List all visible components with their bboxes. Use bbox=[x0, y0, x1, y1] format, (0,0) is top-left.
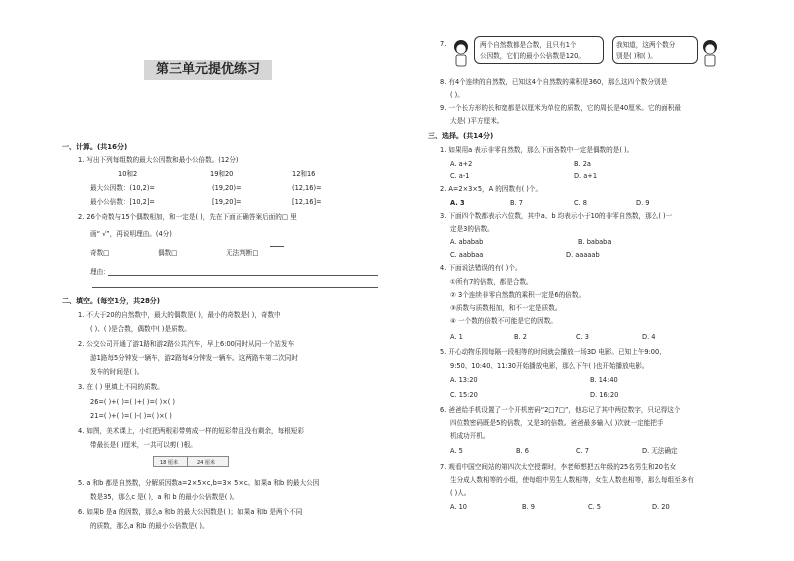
q1-2-text-a: 2. 26个奇数与15个偶数相加，和一定是( )，先在下面正确答案后面的□ 里 bbox=[78, 213, 297, 221]
c4-statement-4: ④ 一个数的倍数不可能是它的因数。 bbox=[450, 317, 557, 325]
c2-text: 2. A=2×3×5，A 的因数有( )个。 bbox=[440, 185, 543, 193]
gcd-3: (12,16)= bbox=[292, 184, 322, 192]
c1-opt-b[interactable]: B. 2a bbox=[574, 160, 591, 168]
section-3-heading: 三、选择。(共14分) bbox=[428, 132, 494, 140]
c6-opt-a[interactable]: A. 5 bbox=[450, 447, 463, 455]
c5-opt-b[interactable]: B. 14:40 bbox=[590, 376, 618, 384]
q2-1-text-a: 1. 不大于20的自然数中，最大的偶数是( )，最小的奇数是( )，奇数中 bbox=[78, 311, 281, 319]
q1-1-text: 1. 写出下列每组数的最大公因数和最小公倍数。(12分) bbox=[78, 156, 239, 164]
c5-text-b: 9:50、10:40、11:30开始播放电影，那么下午( )也开始播放电影。 bbox=[450, 362, 649, 370]
c3-opt-b[interactable]: B. bababa bbox=[578, 238, 612, 246]
c7-opt-b[interactable]: B. 9 bbox=[522, 503, 535, 511]
q2-3-row-1: 26=( )+( )=( )+( )=( )×( ) bbox=[90, 398, 175, 406]
option-undetermined[interactable]: 无法判断□ bbox=[226, 249, 259, 257]
q2-2-text-c: 发车的时间是( )。 bbox=[90, 368, 144, 376]
bubble-right-line-2: 别是( )和( )。 bbox=[616, 52, 657, 60]
c4-opt-b[interactable]: B. 2 bbox=[514, 333, 527, 341]
reason-line-1[interactable] bbox=[108, 275, 378, 276]
c6-text-c: 机成功开机。 bbox=[450, 432, 490, 440]
c3-text-b: 定是3的倍数。 bbox=[450, 225, 494, 233]
option-even[interactable]: 偶数□ bbox=[158, 249, 178, 257]
lcm-1: 最小公倍数：[10,2]= bbox=[90, 198, 155, 206]
c5-opt-c[interactable]: C. 15:20 bbox=[450, 391, 478, 399]
c6-opt-c[interactable]: C. 7 bbox=[576, 447, 589, 455]
c3-text-a: 3. 下面四个数都表示六位数，其中a、b 均表示小于10的非零自然数，那么( )一 bbox=[440, 212, 673, 220]
c6-text-a: 6. 爸爸给手机设置了一个开机密码“2□7□”，他忘记了其中两位数字，只记得这个 bbox=[440, 406, 681, 414]
c4-opt-d[interactable]: D. 4 bbox=[642, 333, 656, 341]
q2-3-row-2: 21=( )+( )=( )-( )=( )×( ) bbox=[90, 412, 172, 420]
c4-opt-c[interactable]: C. 3 bbox=[576, 333, 589, 341]
c4-text: 4. 下面说法错误的有( )个。 bbox=[440, 264, 522, 272]
q2-6-text-a: 6. 如果b 是a 的因数，那么a 和b 的最大公因数是( )；如果a 和b 是两个不同 bbox=[78, 508, 303, 516]
c3-opt-a[interactable]: A. ababab bbox=[450, 238, 484, 246]
bubble-left-line-2: 公因数，它们的最小公倍数是120。 bbox=[480, 52, 585, 60]
pair-2: 19和20 bbox=[210, 170, 234, 178]
c1-opt-d[interactable]: D. a+1 bbox=[574, 172, 598, 180]
c5-opt-a[interactable]: A. 13:20 bbox=[450, 376, 478, 384]
q2-3-text: 3. 在 ( ) 里填上不同的质数。 bbox=[78, 383, 164, 391]
lcm-3: [12,16]= bbox=[292, 198, 322, 206]
q8-text-b: ( )。 bbox=[450, 91, 464, 99]
bubble-right-line-1: 我知道，这两个数分 bbox=[616, 41, 676, 49]
q2-4-text-b: 带最长是( )厘米，一共可以剪( )根。 bbox=[90, 441, 197, 449]
c6-text-b: 四位数密码既是5的倍数，又是3的倍数。爸爸最多输入( )次就一定能把手 bbox=[450, 419, 664, 427]
bubble-left-line-1: 两个自然数都是合数，且只有1个 bbox=[480, 41, 577, 49]
gcd-2: (19,20)= bbox=[212, 184, 242, 192]
reason-line-2[interactable] bbox=[92, 287, 378, 288]
c1-opt-c[interactable]: C. a-1 bbox=[450, 172, 470, 180]
c3-opt-c[interactable]: C. aabbaa bbox=[450, 251, 484, 259]
q1-2-text-b: 画“ √”，再说明理由。(4分) bbox=[90, 230, 172, 238]
section-1-heading: 一、计算。(共16分) bbox=[62, 143, 128, 151]
q7-number: 7. bbox=[440, 40, 447, 48]
q2-5-text-b: 数是35，那么c 是( )，a 和 b 的最小公倍数是( )。 bbox=[90, 493, 239, 501]
pair-1: 10和2 bbox=[118, 170, 138, 178]
reason-label: 理由： bbox=[90, 268, 110, 276]
c5-opt-d[interactable]: D. 16:20 bbox=[590, 391, 619, 399]
c6-opt-b[interactable]: B. 6 bbox=[516, 447, 529, 455]
c4-statement-1: ①所有7的倍数，都是合数。 bbox=[450, 278, 533, 286]
c2-opt-b[interactable]: B. 7 bbox=[510, 199, 523, 207]
gcd-1: 最大公因数：(10,2)= bbox=[90, 184, 155, 192]
section-2-heading: 二、填空。(每空1分，共28分) bbox=[62, 297, 161, 305]
c2-opt-c[interactable]: C. 8 bbox=[574, 199, 587, 207]
ribbon-18-label: 18 厘米 bbox=[160, 460, 178, 466]
q2-1-text-b: ( )、( )是合数，偶数中( )是质数。 bbox=[90, 325, 191, 333]
c7-opt-d[interactable]: D. 20 bbox=[652, 503, 670, 511]
c2-opt-a[interactable]: A. 3 bbox=[450, 199, 465, 207]
c2-opt-d[interactable]: D. 9 bbox=[636, 199, 650, 207]
c4-opt-a[interactable]: A. 1 bbox=[450, 333, 463, 341]
girl-right-icon bbox=[700, 38, 720, 68]
page-title: 第三单元提优练习 bbox=[144, 60, 272, 80]
c7-opt-a[interactable]: A. 10 bbox=[450, 503, 467, 511]
c1-text: 1. 如果用a 表示非零自然数，那么下面各数中一定是偶数的是( )。 bbox=[440, 146, 634, 154]
q9-text-a: 9. 一个长方形的长和宽都是以厘米为单位的质数，它的周长是40厘米。它的面积最 bbox=[440, 104, 681, 112]
girl-left-icon bbox=[451, 38, 471, 68]
c4-statement-2: ② 3个连续非零自然数的乘积一定是6的倍数。 bbox=[450, 291, 586, 299]
ribbon-24-label: 24 厘米 bbox=[197, 460, 215, 466]
q2-4-text-a: 4. 如图，美术课上，小红把两根彩带剪成一样的短彩带且没有剩余，每根短彩 bbox=[78, 427, 304, 435]
c7-text-c: ( )人。 bbox=[450, 489, 471, 497]
c5-text-a: 5. 开心动物乐园每隔一段相等的时间就会播放一场3D 电影。已知上午9:00、 bbox=[440, 348, 666, 356]
c7-opt-c[interactable]: C. 5 bbox=[588, 503, 601, 511]
c7-text-b: 生分成人数相等的小组，使每组中男生人数相等，女生人数也相等，那么每组至多有 bbox=[450, 476, 694, 484]
q9-text-b: 大是( )平方厘米。 bbox=[450, 117, 504, 125]
c1-opt-a[interactable]: A. a+2 bbox=[450, 160, 473, 168]
q2-6-text-b: 的质数，那么a 和b 的最小公倍数是( )。 bbox=[90, 522, 209, 530]
c4-statement-3: ③质数与质数相加，和不一定是质数。 bbox=[450, 304, 562, 312]
q8-text-a: 8. 有4个连续的自然数，已知这4个自然数的乘积是360，那么这四个数分别是 bbox=[440, 78, 668, 86]
lcm-2: [19,20]= bbox=[212, 198, 242, 206]
q2-2-text-a: 2. 公交公司开通了游1路和游2路公共汽车，早上6:00同时从同一个站发车 bbox=[78, 340, 295, 348]
pair-3: 12和16 bbox=[292, 170, 316, 178]
answer-line bbox=[270, 246, 284, 247]
q2-5-text-a: 5. a 和b 都是自然数，分解质因数a=2×5×c,b=3× 5×c。如果a 和b 的最大公因 bbox=[78, 479, 320, 487]
q2-2-text-b: 游1路每5分钟发一辆车，游2路每4分钟发一辆车。这两路车第二次同时 bbox=[90, 354, 298, 362]
option-odd[interactable]: 奇数□ bbox=[90, 249, 110, 257]
c3-opt-d[interactable]: D. aaaaab bbox=[566, 251, 600, 259]
c7-text-a: 7. 观看中国空间站的第四次太空授课时，李老师想把五年级的25名男生和20名女 bbox=[440, 463, 677, 471]
c6-opt-d[interactable]: D. 无法确定 bbox=[642, 447, 678, 455]
